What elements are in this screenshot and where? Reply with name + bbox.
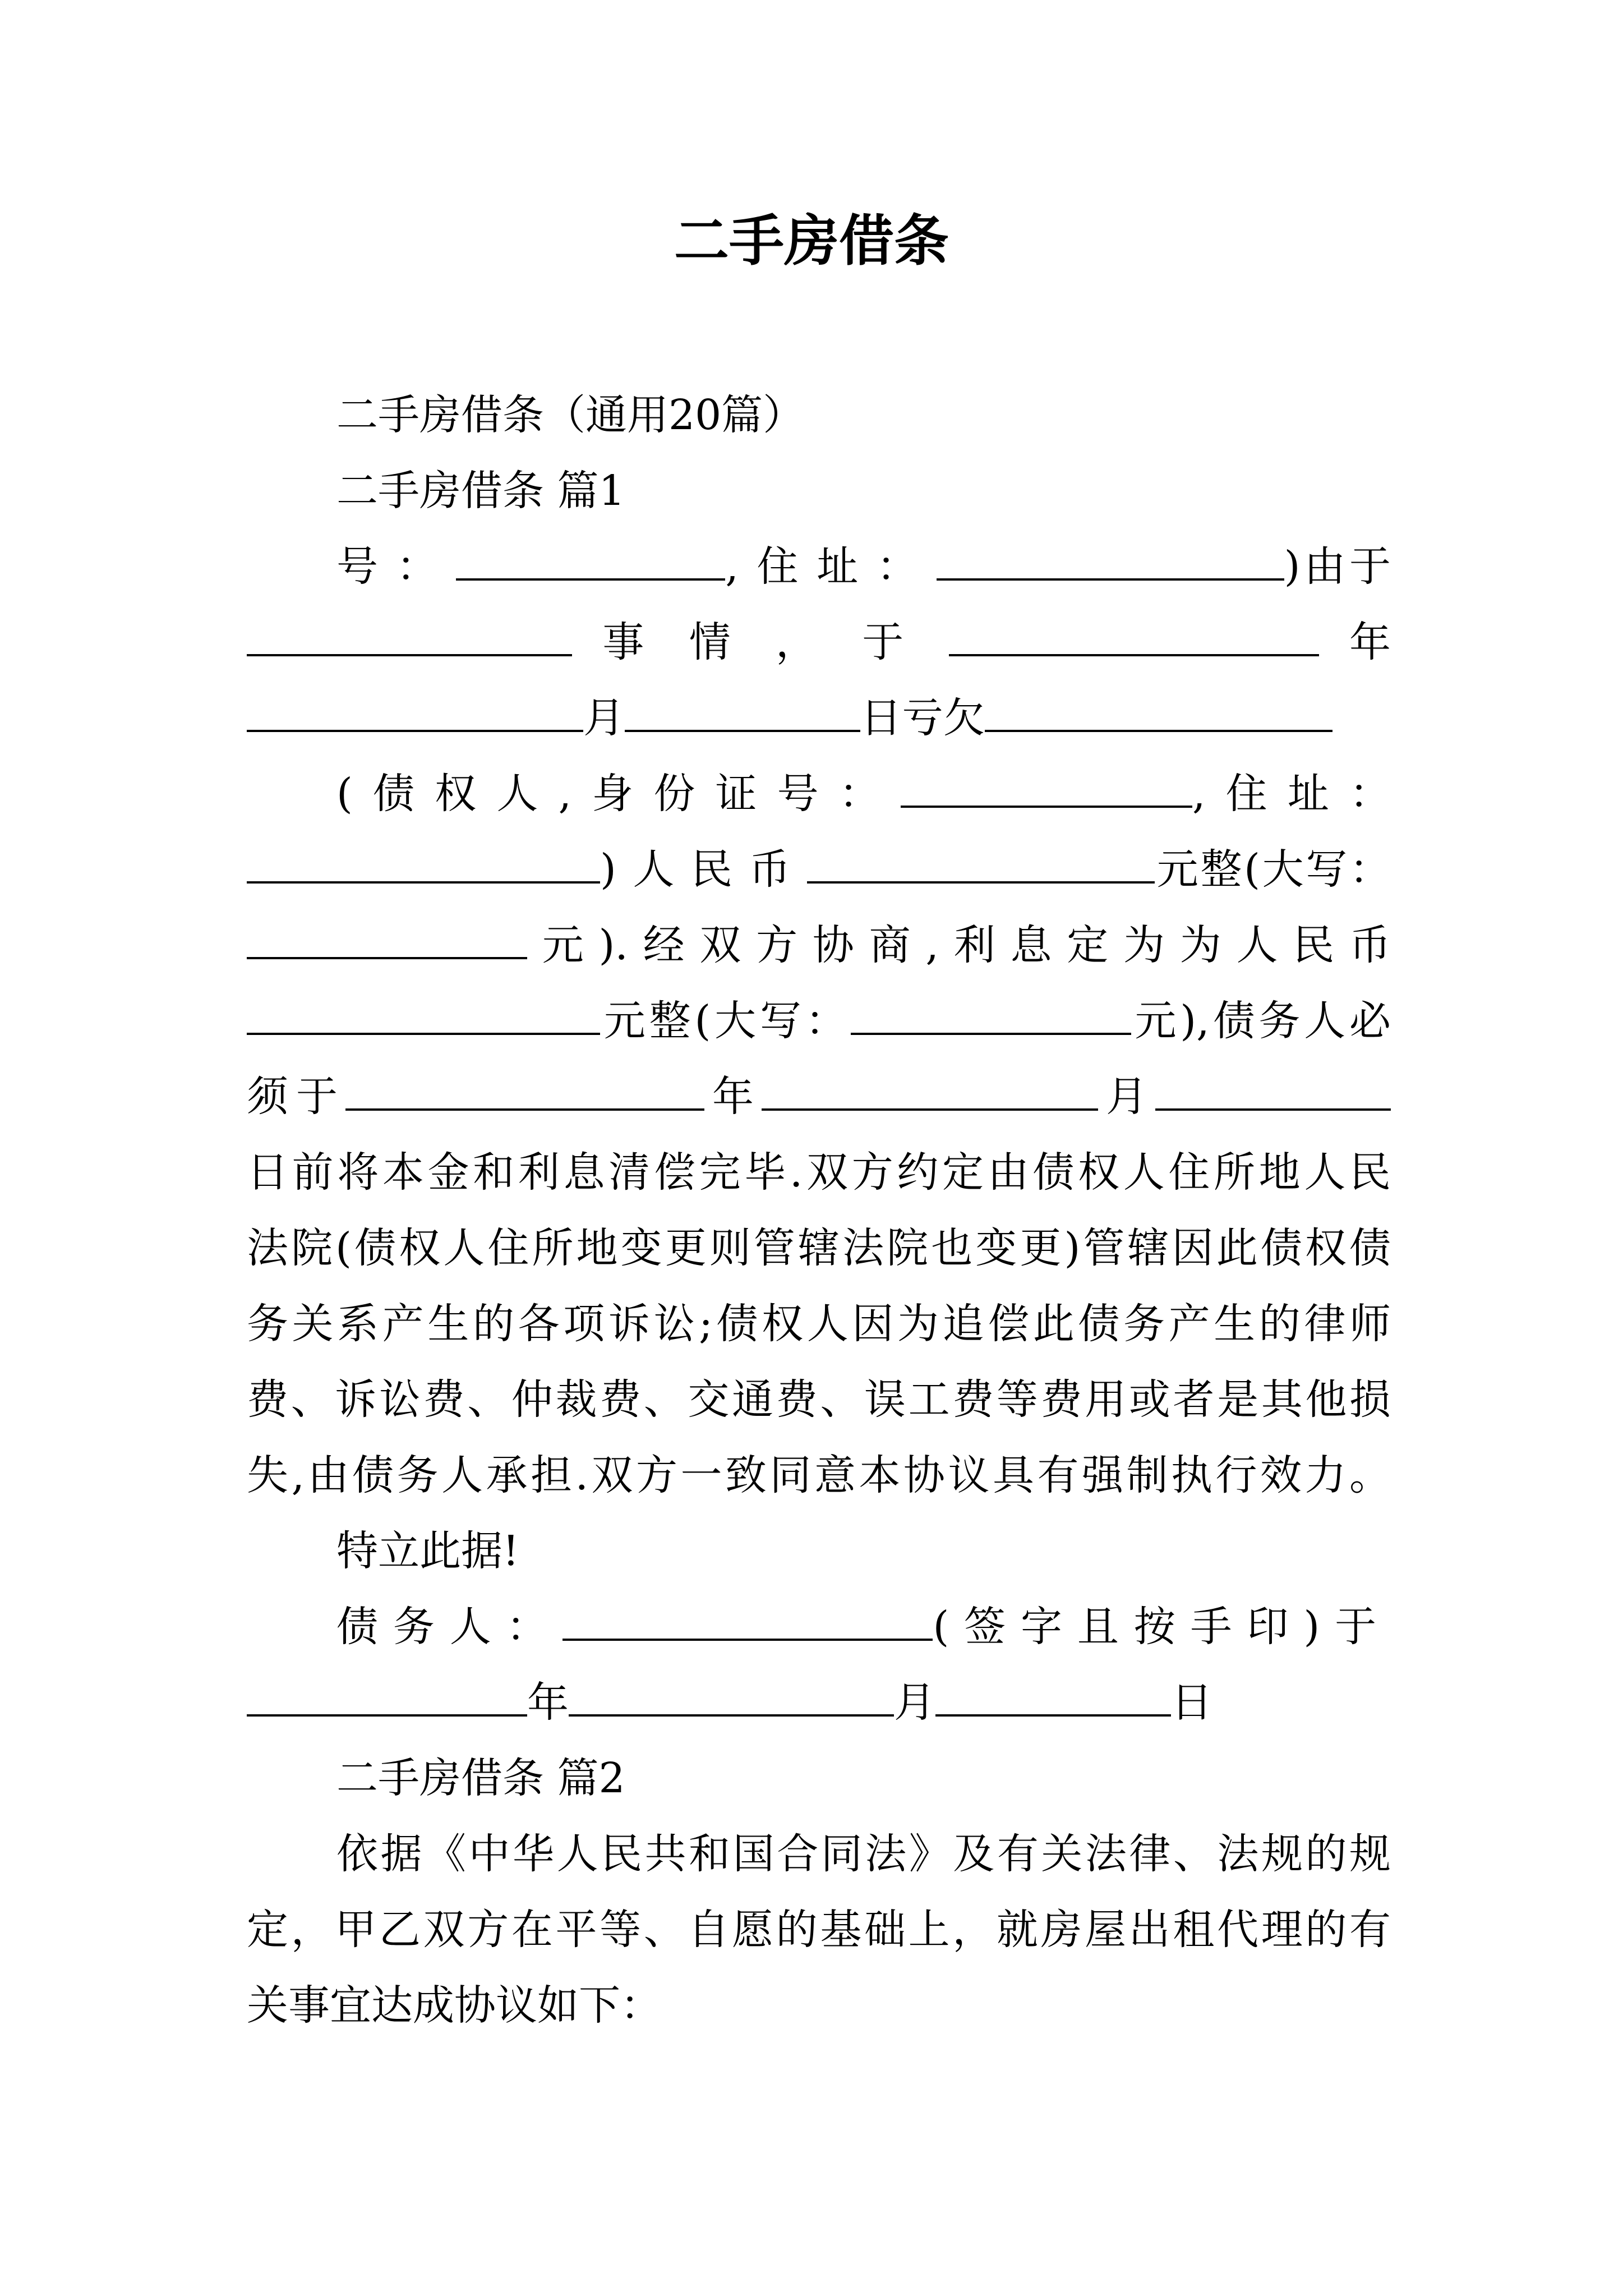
blank-id-number [456, 545, 725, 581]
blank-month [247, 697, 583, 732]
blank-interest-upper [851, 1000, 1131, 1035]
section-1-date-line: 年 月 日 [247, 1666, 1391, 1739]
section-1-line-10: 法院(债权人住所地变更则管辖法院也变更)管辖因此债权债 [247, 1224, 1391, 1272]
section-1-line-4: (债权人,身份证号： ,住址： [336, 770, 1391, 818]
section-1-line-11: 务关系产生的各项诉讼;债权人因为追偿此债务产生的律师 [247, 1300, 1391, 1348]
section-1-line-5: )人民币 元整(大写： [247, 833, 1391, 906]
document-title: 二手房借条 [674, 209, 949, 273]
blank-reason [247, 621, 572, 656]
section-1-line-1: 号： ,住址： )由于 [336, 542, 1391, 591]
blank-due-year [345, 1075, 704, 1111]
blank-sign-year [247, 1681, 527, 1717]
section-2-line-2: 定，甲乙双方在平等、自愿的基础上，就房屋出租代理的有 [247, 1906, 1391, 1954]
blank-address [937, 545, 1284, 581]
section-2-heading: 二手房借条 篇2 [336, 1754, 625, 1802]
blank-due-day [1155, 1075, 1391, 1111]
section-1-line-2: 事情，于 年 [247, 606, 1391, 679]
blank-sign-day [935, 1681, 1171, 1717]
blank-amount-upper [247, 924, 527, 959]
intro-line: 二手房借条（通用20篇） [336, 391, 805, 439]
section-1-heading: 二手房借条 篇1 [336, 467, 625, 515]
blank-creditor-address [247, 848, 600, 884]
section-1-line-12: 费、诉讼费、仲裁费、交通费、误工费等费用或者是其他损 [247, 1375, 1391, 1424]
section-1-line-9: 日前将本金和利息清偿完毕.双方约定由债权人住所地人民 [247, 1148, 1391, 1197]
section-1-line-6: 元).经双方协商,利息定为为人民币 [247, 909, 1391, 982]
section-1-signature-line: 债务人： (签字且按手印)于 [336, 1603, 1391, 1651]
blank-year [949, 621, 1319, 656]
section-2-line-1: 依据《中华人民共和国合同法》及有关法律、法规的规 [336, 1830, 1391, 1878]
blank-interest [247, 1000, 600, 1035]
section-1-line-8: 须于 年 月 [247, 1060, 1391, 1133]
blank-day [625, 697, 860, 732]
section-1-line-7: 元整(大写： 元),债务人必 [247, 984, 1391, 1057]
blank-due-month [762, 1075, 1098, 1111]
blank-debtor-signature [562, 1605, 933, 1641]
blank-creditor [985, 697, 1332, 732]
blank-creditor-id [901, 772, 1192, 808]
section-2-line-3: 关事宜达成协议如下： [247, 1981, 662, 2030]
section-1-line-3: 月 日亏欠 [247, 682, 1391, 754]
blank-amount [807, 848, 1155, 884]
section-1-line-14: 特立此据! [336, 1527, 519, 1575]
section-1-line-13: 失,由债务人承担.双方一致同意本协议具有强制执行效力。 [247, 1451, 1391, 1499]
blank-sign-month [569, 1681, 894, 1717]
